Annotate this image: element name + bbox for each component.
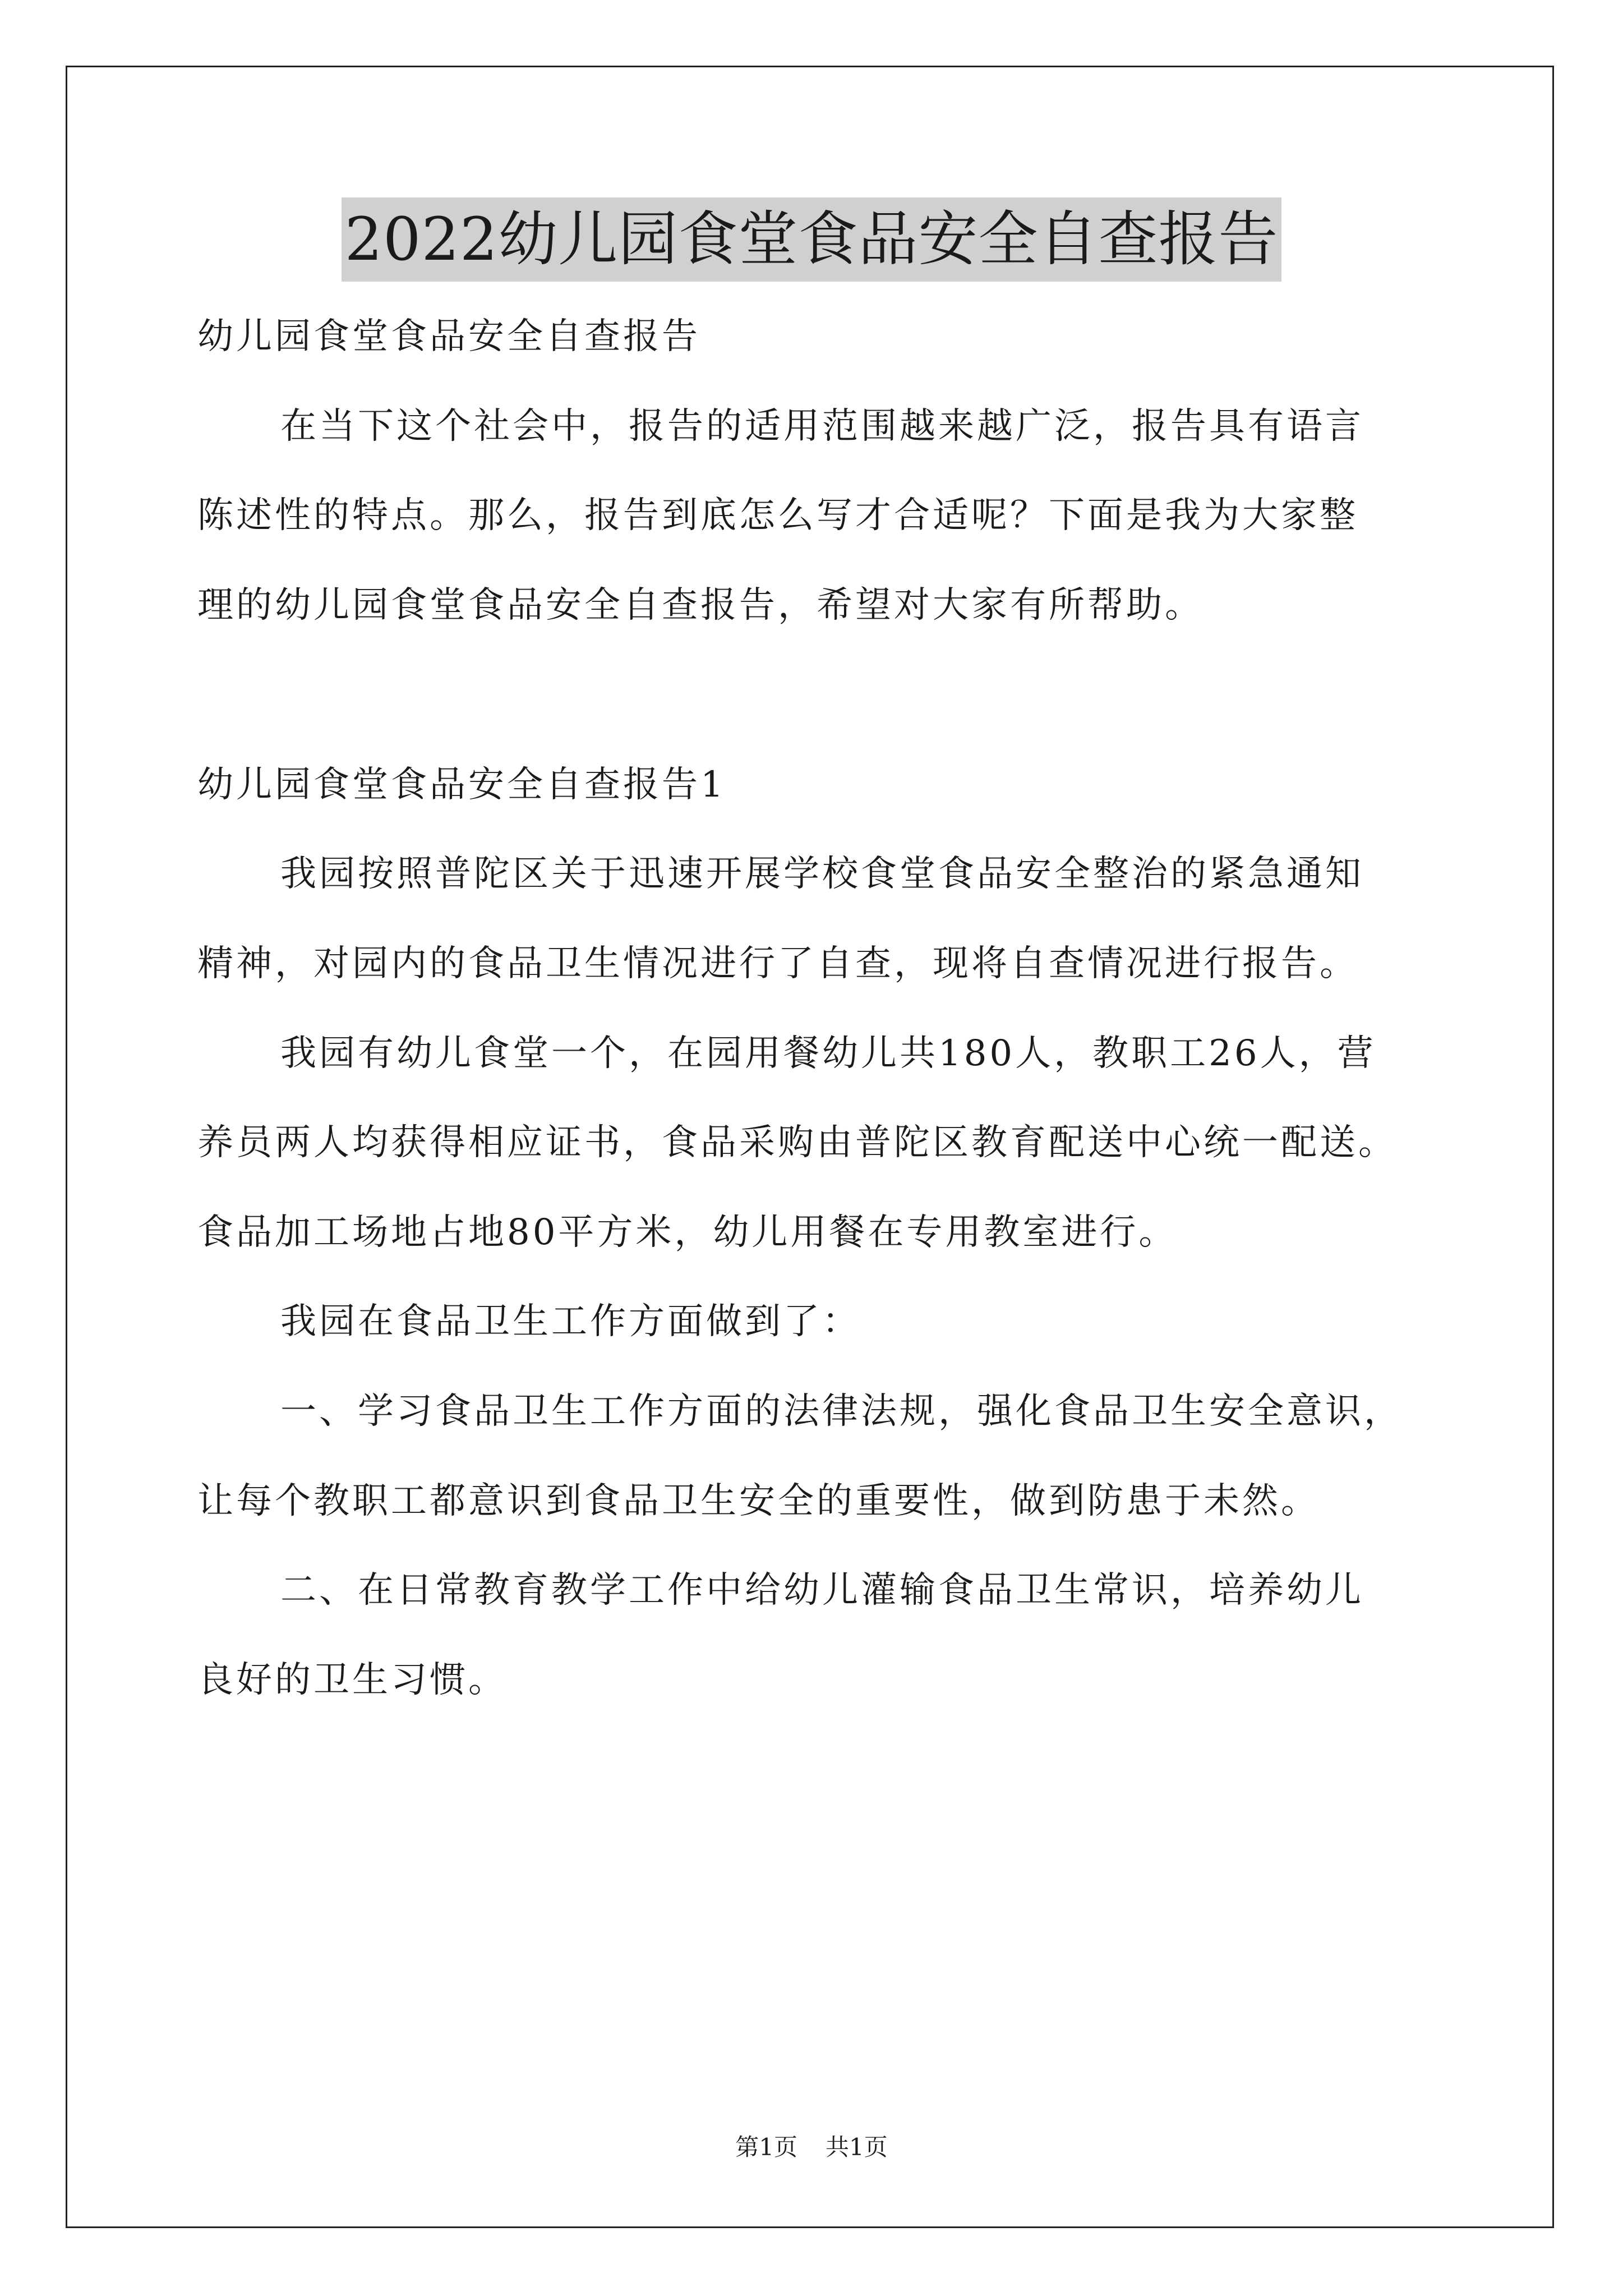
paragraph-line: 理的幼儿园食堂食品安全自查报告，希望对大家有所帮助。 (197, 585, 1204, 626)
title-container (0, 197, 1623, 282)
document-body (197, 314, 1437, 1703)
page-number-current: 第1页 (735, 2133, 797, 2161)
paragraph-line: 在当下这个社会中，报告的适用范围越来越广泛，报告具有语言 (280, 406, 1364, 447)
paragraph-line: 我园在食品卫生工作方面做到了： (280, 1301, 861, 1342)
paragraph-line: 我园按照普陀区关于迅速开展学校食堂食品安全整治的紧急通知 (280, 853, 1364, 895)
paragraph-line: 一、学习食品卫生工作方面的法律法规，强化食品卫生安全意识， (280, 1391, 1403, 1432)
document-title: 2022幼儿园食堂食品安全自查报告 (342, 197, 1282, 282)
paragraph-line: 食品加工场地占地80平方米，幼儿用餐在专用教室进行。 (197, 1212, 1178, 1253)
paragraph-line: 陈述性的特点。那么，报告到底怎么写才合适呢？下面是我为大家整 (197, 495, 1358, 536)
paragraph-line: 我园有幼儿食堂一个，在园用餐幼儿共180人，教职工26人，营 (280, 1033, 1376, 1074)
page-footer (0, 2132, 1623, 2163)
paragraph-line: 二、在日常教育教学工作中给幼儿灌输食品卫生常识，培养幼儿 (280, 1570, 1364, 1611)
section-heading: 幼儿园食堂食品安全自查报告 (197, 316, 700, 357)
paragraph-line: 让每个教职工都意识到食品卫生安全的重要性，做到防患于未然。 (197, 1480, 1320, 1522)
paragraph-line: 良好的卫生习惯。 (197, 1659, 507, 1701)
page-number-total: 共1页 (826, 2133, 888, 2161)
paragraph-line: 精神，对园内的食品卫生情况进行了自查，现将自查情况进行报告。 (197, 943, 1358, 984)
section-heading: 幼儿园食堂食品安全自查报告1 (197, 764, 726, 806)
paragraph-line: 养员两人均获得相应证书，食品采购由普陀区教育配送中心统一配送。 (197, 1122, 1397, 1163)
